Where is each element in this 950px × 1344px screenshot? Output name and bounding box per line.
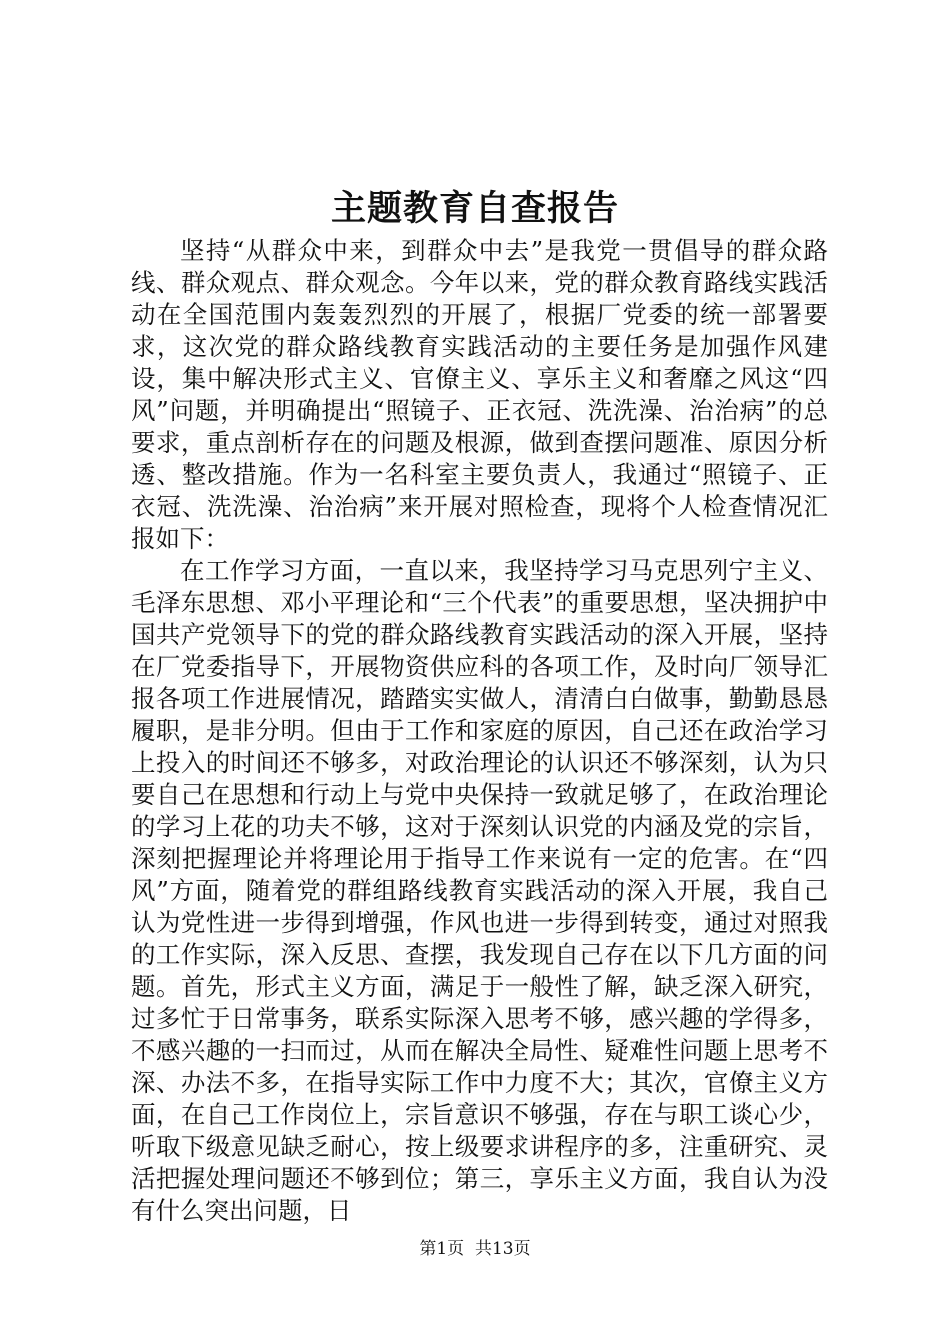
paragraph-work-study: 在工作学习方面，一直以来，我坚持学习马克思列宁主义、毛泽东思想、邓小平理论和“三个代表”的重要思想，坚决拥护中国共产党领导下的党的群众路线教育实践活动的深入开展，坚持在厂党委指导下，开展物资供应科的各项工作，及时向厂领导汇报各项工作进展情况，踏踏实实做人，清清白白做事，勤勤恳恳履职，是非分明。但由于工作和家庭的原因，自己还在政治学习上投入的时间还不够多，对政治理论的认识还不够深刻，认为只要自己在思想和行动上与党中央保持一致就足够了，在政治理论的学习上花的功夫不够，这对于深刻认识党的内涵及党的宗旨，深刻把握理论并将理论用于指导工作来说有一定的危害。在“四风”方面，随着党的群组路线教育实践活动的深入开展，我自己认为党性进一步得到增强，作风也进一步得到转变，通过对照我的工作实际，深入反思、查摆，我发现自己存在以下几方面的问题。首先，形式主义方面，满足于一般性了解，缺乏深入研究，过多忙于日常事务，联系实际深入思考不够，感兴趣的学得多，不感兴趣的一扫而过，从而在解决全局性、疑难性问题上思考不深、办法不多，在指导实际工作中力度不大；其次，官僚主义方面，在自己工作岗位上，宗旨意识不够强，存在与职工谈心少，听取下级意见缺乏耐心，按上级要求讲程序的多，注重研究、灵活把握处理问题还不够到位；第三，享乐主义方面，我自认为没有什么突出问题，日 bbox=[131, 556, 828, 1225]
document-title: 主题教育自查报告 bbox=[330, 188, 619, 229]
paragraph-intro: 坚持“从群众中来，到群众中去”是我党一贯倡导的群众路线、群众观点、群众观念。今年以来，党的群众教育路线实践活动在全国范围内轰轰烈烈的开展了，根据厂党委的统一部署要求，这次党的群众路线教育实践活动的主要任务是加强作风建设，集中解决形式主义、官僚主义、享乐主义和奢靡之风这“四风”问题，并明确提出“照镜子、正衣冠、洗洗澡、治治病”的总要求，重点剖析存在的问题及根源，做到查摆问题准、原因分析透、整改措施。作为一名科室主要负责人，我通过“照镜子、正衣冠、洗洗澡、治治病”来开展对照检查，现将个人检查情况汇报如下： bbox=[131, 236, 828, 553]
document-body bbox=[131, 235, 828, 1227]
page-footer bbox=[0, 1238, 950, 1260]
page-number: 第1页 共13页 bbox=[419, 1239, 531, 1259]
